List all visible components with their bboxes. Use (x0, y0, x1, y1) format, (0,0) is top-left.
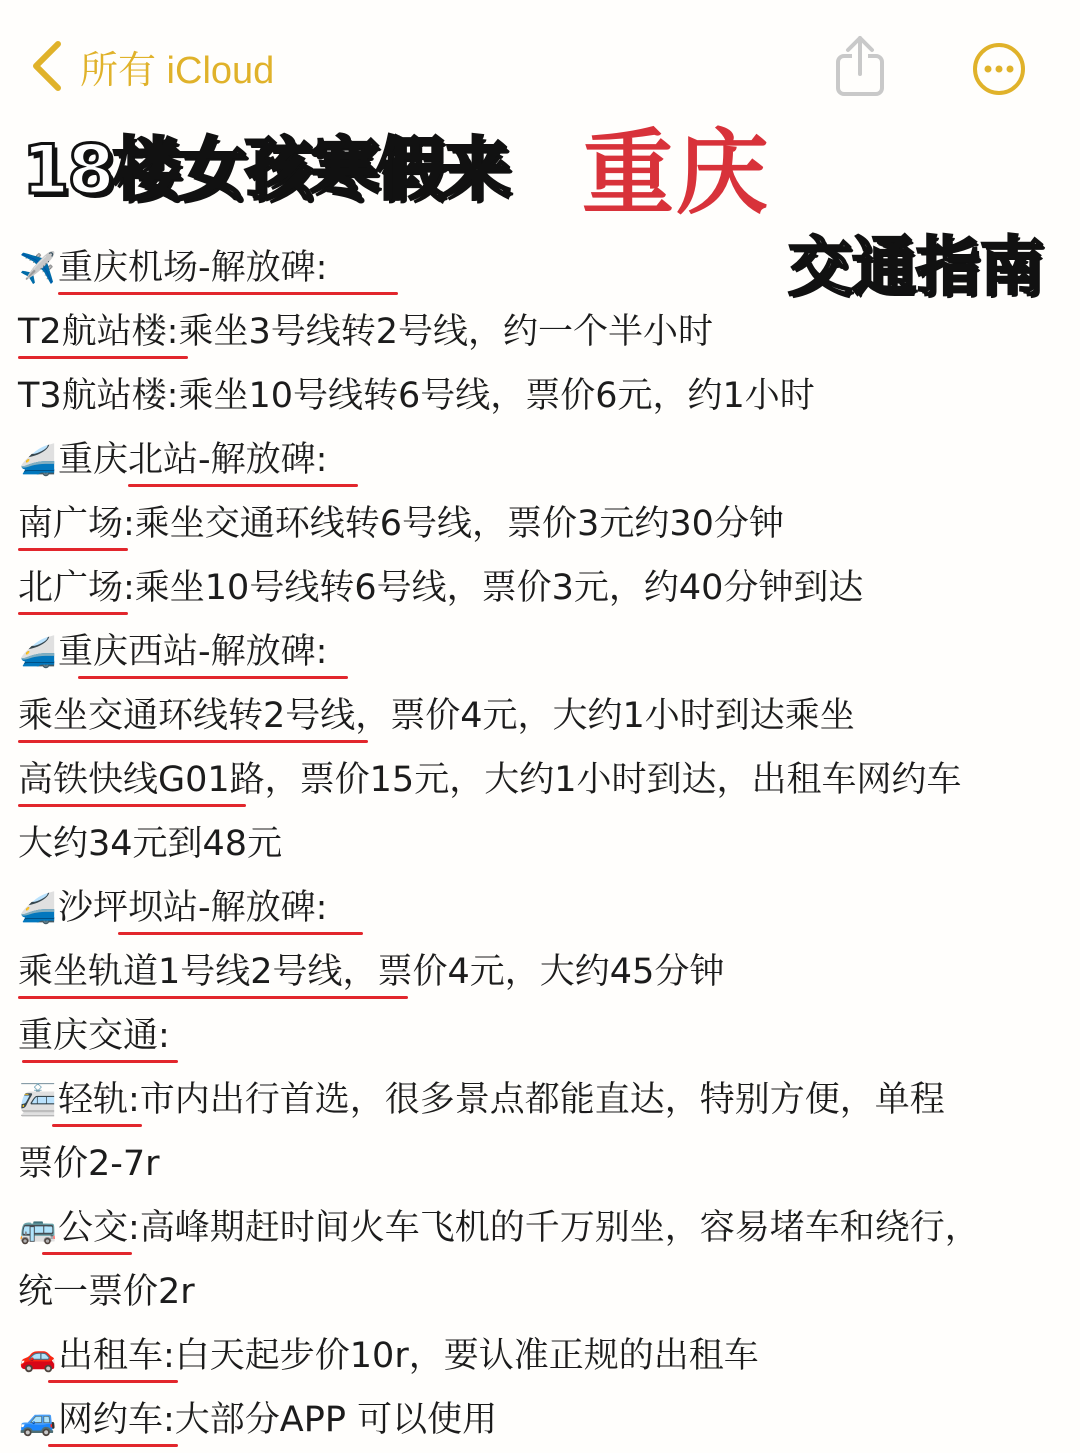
note-line-text: 票价2-7r (18, 1144, 160, 1184)
note-line (18, 748, 1078, 812)
note-line (18, 1004, 1078, 1068)
note-line-text: 大约34元到48元 (18, 824, 283, 864)
note-line-text: 南广场:乘坐交通环线转6号线，票价3元约30分钟 (18, 504, 784, 544)
share-icon[interactable] (830, 34, 890, 98)
note-line (18, 492, 1078, 556)
note-line-text: T2航站楼:乘坐3号线转2号线，约一个半小时 (18, 312, 713, 352)
note-line-text: 乘坐轨道1号线2号线，票价4元，大约45分钟 (18, 952, 725, 992)
car-icon: 🚗 (19, 1339, 57, 1374)
note-line (18, 428, 1078, 492)
note-line-text: 重庆机场-解放碑: (58, 248, 328, 288)
note-line (18, 1324, 1078, 1388)
high-speed-train-icon: 🚄 (19, 635, 57, 670)
note-line (18, 812, 1078, 876)
note-line (18, 1132, 1078, 1196)
note-line-text: 重庆北站-解放碑: (58, 440, 328, 480)
back-button[interactable] (28, 38, 274, 94)
note-line (18, 300, 1078, 364)
light-rail-icon: 🚈 (19, 1083, 57, 1118)
note-line (18, 1196, 1078, 1260)
note-line-text: T3航站楼:乘坐10号线转6号线，票价6元，约1小时 (18, 376, 815, 416)
note-line (18, 620, 1078, 684)
note-line-text: 网约车:大部分APP 可以使用 (58, 1400, 498, 1440)
navigation-bar (0, 0, 1080, 110)
note-line (18, 1388, 1078, 1452)
note-title-city: 重庆 (582, 120, 771, 227)
note-body[interactable] (18, 236, 1078, 1452)
note-title: 18楼女孩寒假来 (22, 131, 509, 210)
back-label: 所有 iCloud (80, 49, 275, 92)
note-line (18, 236, 1078, 300)
note-line (18, 556, 1078, 620)
note-line-text: 沙坪坝站-解放碑: (58, 888, 328, 928)
more-icon[interactable] (972, 42, 1026, 96)
high-speed-train-icon: 🚄 (19, 891, 57, 926)
note-line-text: 高铁快线G01路，票价15元，大约1小时到达，出租车网约车 (18, 760, 962, 800)
note-line-text: 公交:高峰期赶时间火车飞机的千万别坐，容易堵车和绕行， (58, 1208, 980, 1248)
chevron-left-icon (28, 38, 68, 94)
note-line (18, 1260, 1078, 1324)
note-line (18, 876, 1078, 940)
note-line-text: 乘坐交通环线转2号线，票价4元，大约1小时到达乘坐 (18, 696, 855, 736)
suv-icon: 🚙 (19, 1403, 57, 1438)
note-line (18, 940, 1078, 1004)
high-speed-train-icon: 🚄 (19, 443, 57, 478)
airplane-icon: ✈️ (19, 251, 57, 286)
note-line (18, 1068, 1078, 1132)
note-line-text: 重庆交通: (18, 1016, 170, 1056)
note-line-text: 轻轨:市内出行首选，很多景点都能直达，特别方便，单程 (58, 1080, 945, 1120)
bus-icon: 🚌 (19, 1211, 57, 1246)
note-line-text: 北广场:乘坐10号线转6号线，票价3元，约40分钟到达 (18, 568, 864, 608)
note-line-text: 出租车:白天起步价10r，要认准正规的出租车 (58, 1336, 759, 1376)
note-line (18, 364, 1078, 428)
note-line-text: 统一票价2r (18, 1272, 195, 1312)
note-line-text: 重庆西站-解放碑: (58, 632, 328, 672)
note-subtitle: 交通指南 (788, 231, 1044, 305)
note-line (18, 684, 1078, 748)
